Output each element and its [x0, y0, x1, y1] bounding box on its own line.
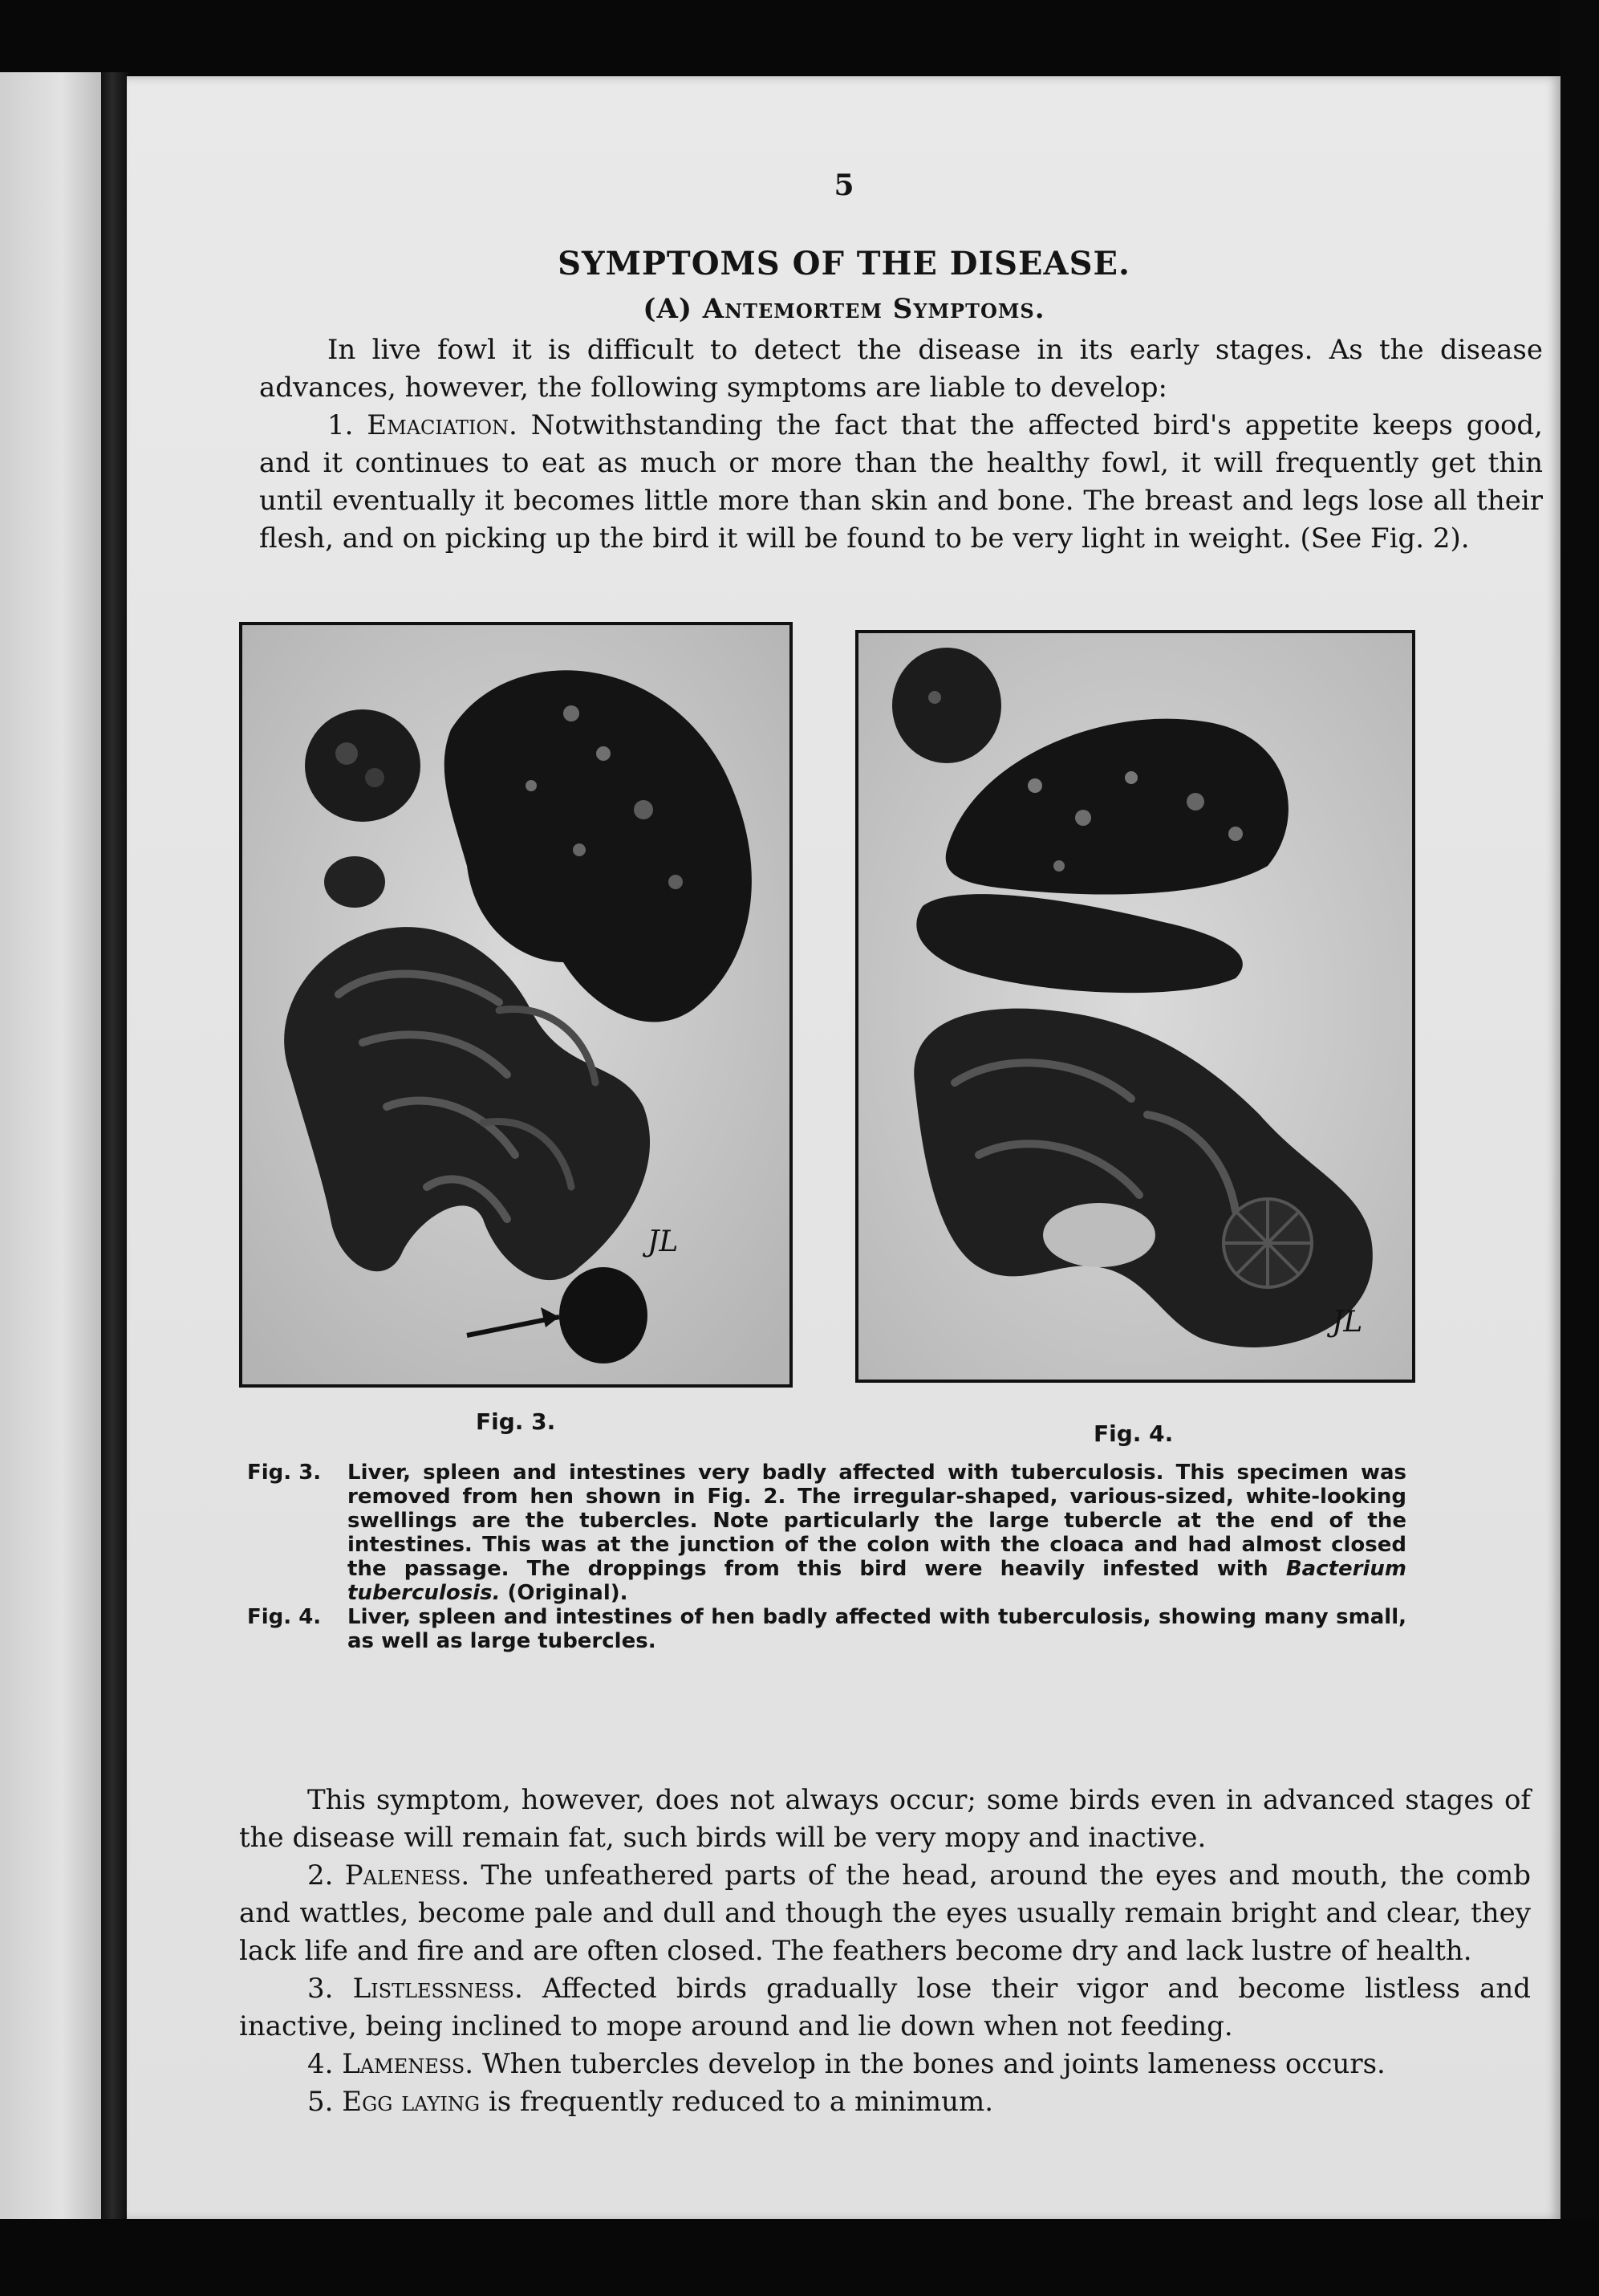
continuation-paragraph: This symptom, however, does not always occur; some birds even in advanced stages of the disease will remain fat, such birds will be very mopy and inactive.	[239, 1784, 1531, 1854]
intro-paragraph: In live fowl it is difficult to detect the disease in its early stages. As the disease advances, however, the following symptoms are liable to develop:	[259, 334, 1543, 404]
symptom-text: Affected birds gradually lose their vigor and become listless and inactive, being inclined to mope around and lie down when not feeding.	[239, 1973, 1531, 2042]
section-title: SYMPTOMS OF THE DISEASE.	[558, 245, 1130, 282]
symptom-lead: 3. Listlessness.	[307, 1973, 523, 2005]
caption-figure-4	[247, 1605, 1406, 1653]
figure-4-label: Fig. 4.	[1094, 1420, 1174, 1447]
figure-captions	[247, 1461, 1406, 1653]
symptom-lead: 4. Lameness.	[307, 2048, 474, 2080]
symptom-lead: 5. Egg laying	[307, 2086, 481, 2118]
caption-text: Liver, spleen and intestines of hen badly affected with tuberculosis, showing many small, as well as large tubercles.	[347, 1605, 1406, 1653]
scan-border-top	[0, 0, 1599, 76]
symptom-egg-laying	[239, 2083, 1531, 2121]
svg-text:JL: JL	[647, 1225, 679, 1258]
scan-border-right	[1560, 0, 1599, 2296]
caption-text-part: (Original).	[507, 1581, 628, 1605]
scan-border-bottom	[0, 2219, 1599, 2296]
figure-4-photo	[855, 630, 1415, 1383]
symptom-lameness	[239, 2046, 1531, 2083]
symptom-emaciation	[259, 407, 1543, 558]
caption-text	[347, 1461, 1406, 1605]
symptom-listlessness	[239, 1970, 1531, 2046]
body-text-bottom	[239, 1782, 1531, 2121]
document-page	[127, 76, 1561, 2221]
symptom-lead: 1. Emaciation.	[327, 409, 517, 441]
caption-text-part: Liver, spleen and intestines very badly affected with tuberculosis. This specimen was removed from hen shown in Fig. 2. The irregular-shaped, various-sized, white-looking swellings are the tubercles. Note particularly the large tubercle at the end of the intestines. This was at the junction of the colon with the cloaca and had almost closed the passage. The droppings from this bird were heavily infested with	[347, 1461, 1406, 1581]
symptom-lead: 2. Paleness.	[307, 1859, 470, 1892]
symptom-text: is frequently reduced to a minimum.	[488, 2086, 994, 2118]
symptom-text: When tubercles develop in the bones and joints lameness occurs.	[481, 2048, 1386, 2080]
organs-photo-graphic	[858, 633, 1412, 1380]
caption-italic-term: Bacterium tuberculosis.	[347, 1557, 1406, 1605]
figure-3-photo	[239, 622, 793, 1388]
caption-figure-3	[247, 1461, 1406, 1605]
symptom-text: The unfeathered parts of the head, around the eyes and mouth, the comb and wattles, become pale and dull and though the eyes usually remain bright and clear, they lack life and fire and are often closed. The feathers become dry and lack lustre of health.	[239, 1859, 1532, 1967]
organs-photo-graphic	[242, 625, 789, 1384]
caption-number: Fig. 3.	[247, 1461, 322, 1485]
symptom-text: Notwithstanding the fact that the affected bird's appetite keeps good, and it continues to eat as much or more than the healthy fowl, it will frequently get thin until eventually it becomes little more than skin and bone. The breast and legs lose all their flesh, and on picking up the bird it will be found to be very light in weight. (See Fig. 2).	[259, 409, 1543, 555]
book-spine	[101, 72, 128, 2223]
svg-text:JL: JL	[1332, 1306, 1363, 1339]
page-number: 5	[834, 169, 854, 202]
symptom-paleness	[239, 1857, 1531, 1970]
figure-3-label: Fig. 3.	[476, 1408, 556, 1435]
facing-page-edge	[0, 72, 103, 2223]
caption-number: Fig. 4.	[247, 1605, 322, 1629]
section-subtitle: (A) Antemortem Symptoms.	[643, 293, 1045, 325]
body-text-top	[259, 331, 1543, 558]
